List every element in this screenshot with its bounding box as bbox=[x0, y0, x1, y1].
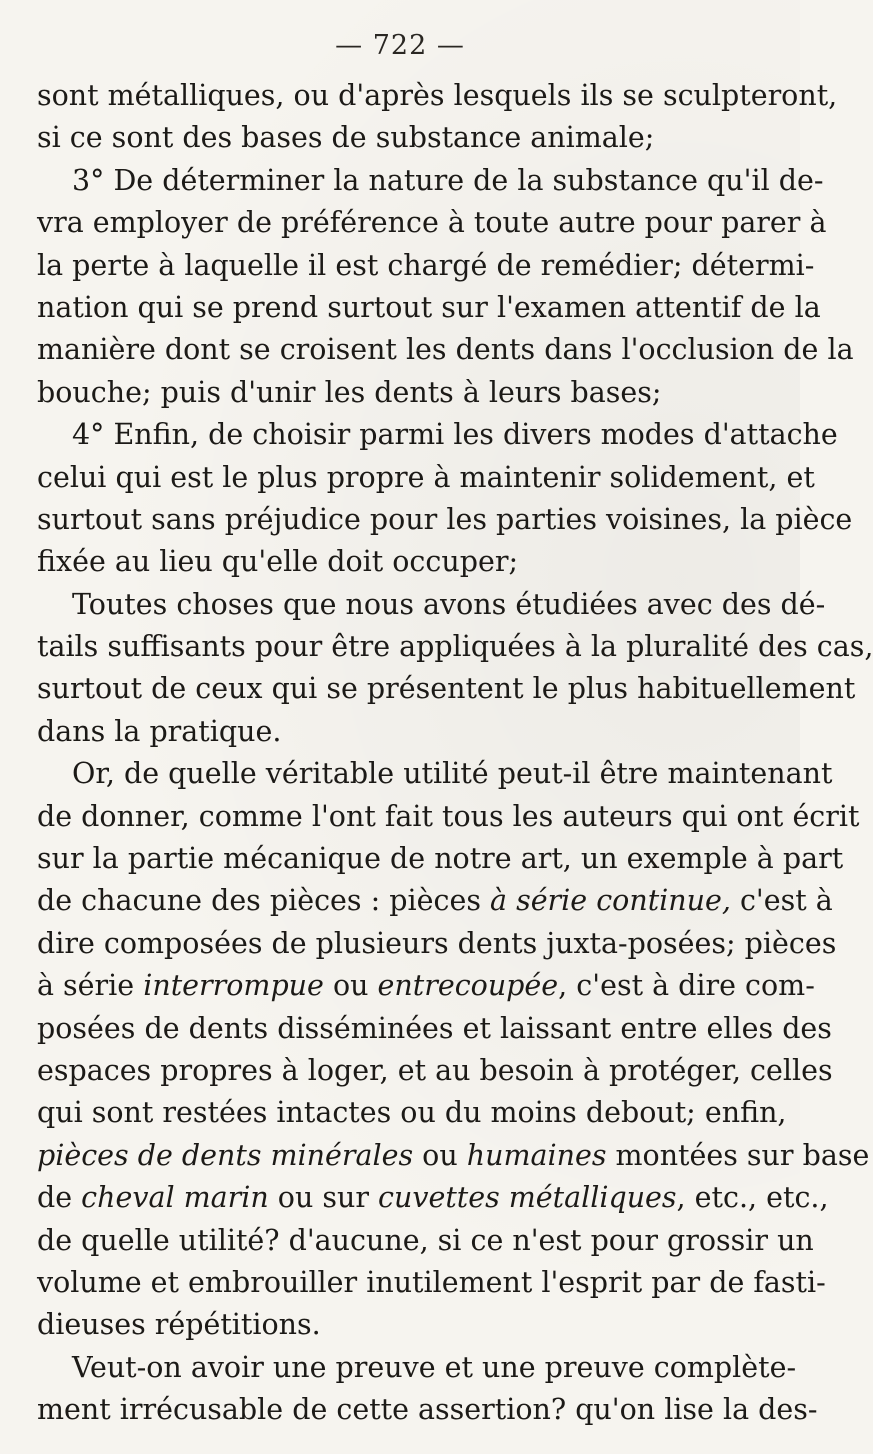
text-line: sont métalliques, ou d'après lesquels ils se sculpteront, bbox=[37, 79, 838, 112]
text-line: Veut-on avoir une preuve et une preuve complète- bbox=[72, 1350, 797, 1384]
text-segment: ou bbox=[413, 1138, 467, 1172]
text-line: Toutes choses que nous avons étudiées avec des dé- bbox=[72, 587, 826, 621]
italic-phrase: interrompue bbox=[143, 969, 324, 1003]
text-line: dire composées de plusieurs dents juxta-posées; pièces bbox=[37, 926, 837, 960]
text-line: celui qui est le plus propre à maintenir solidement, et bbox=[37, 460, 815, 494]
text-line: tails suffisants pour être appliquées à la pluralité des cas, bbox=[37, 630, 873, 664]
italic-phrase: entrecoupée bbox=[377, 969, 559, 1003]
italic-phrase: humaines bbox=[466, 1138, 607, 1172]
text-segment: , c'est à dire com- bbox=[558, 969, 815, 1003]
text-line: sur la partie mécanique de notre art, un exemple à part bbox=[37, 842, 844, 876]
text-line: dieuses répétitions. bbox=[37, 1308, 321, 1342]
italic-phrase: pièces de dents minérales bbox=[37, 1138, 414, 1172]
text-line: dans la pratique. bbox=[37, 714, 282, 748]
text-line: bouche; puis d'unir les dents à leurs bases; bbox=[37, 375, 662, 409]
text-line: si ce sont des bases de substance animale; bbox=[37, 121, 655, 155]
text-segment: de chacune des pièces : pièces bbox=[37, 884, 491, 918]
text-line bbox=[37, 880, 833, 922]
text-segment: c'est à bbox=[730, 884, 833, 918]
text-line bbox=[37, 1135, 870, 1177]
text-line: espaces propres à loger, et au besoin à protéger, celles bbox=[37, 1053, 833, 1087]
text-line: surtout sans préjudice pour les parties voisines, la pièce bbox=[37, 502, 853, 536]
text-line: fixée au lieu qu'elle doit occuper; bbox=[37, 545, 519, 579]
text-line bbox=[37, 965, 815, 1007]
text-line: de donner, comme l'ont fait tous les auteurs qui ont écrit bbox=[37, 799, 860, 833]
text-line: 4° Enfin, de choisir parmi les divers modes d'attache bbox=[72, 418, 838, 452]
text-line: Or, de quelle véritable utilité peut-il être maintenant bbox=[72, 757, 833, 791]
text-line: de quelle utilité? d'aucune, si ce n'est pour grossir un bbox=[37, 1223, 814, 1257]
text-segment: ou bbox=[323, 969, 378, 1003]
text-segment: ou sur bbox=[268, 1181, 379, 1215]
text-line: manière dont se croisent les dents dans l'occlusion de la bbox=[37, 333, 854, 367]
text-line bbox=[37, 1177, 829, 1219]
page-number: — 722 — bbox=[335, 30, 465, 61]
text-segment: montées sur base bbox=[606, 1138, 870, 1172]
text-line: nation qui se prend surtout sur l'examen attentif de la bbox=[37, 290, 821, 324]
text-line: surtout de ceux qui se présentent le plus habituellement bbox=[37, 672, 856, 706]
italic-phrase: à série continue, bbox=[490, 884, 731, 918]
text-line: la perte à laquelle il est chargé de remédier; détermi- bbox=[37, 248, 815, 282]
italic-phrase: cuvettes métalliques bbox=[378, 1181, 677, 1215]
text-segment: , etc., etc., bbox=[676, 1181, 829, 1215]
text-line: ment irrécusable de cette assertion? qu'on lise la des- bbox=[37, 1393, 818, 1427]
text-line: posées de dents disséminées et laissant entre elles des bbox=[37, 1011, 832, 1045]
text-line: 3° De déterminer la nature de la substance qu'il de- bbox=[72, 163, 824, 197]
text-segment: à série bbox=[37, 969, 144, 1003]
text-line: volume et embrouiller inutilement l'esprit par de fasti- bbox=[37, 1265, 826, 1299]
body-text bbox=[37, 75, 873, 1432]
text-line: qui sont restées intactes ou du moins debout; enfin, bbox=[37, 1096, 787, 1130]
text-line: vra employer de préférence à toute autre pour parer à bbox=[37, 206, 827, 240]
text-segment: de bbox=[37, 1181, 82, 1215]
italic-phrase: cheval marin bbox=[81, 1181, 269, 1215]
